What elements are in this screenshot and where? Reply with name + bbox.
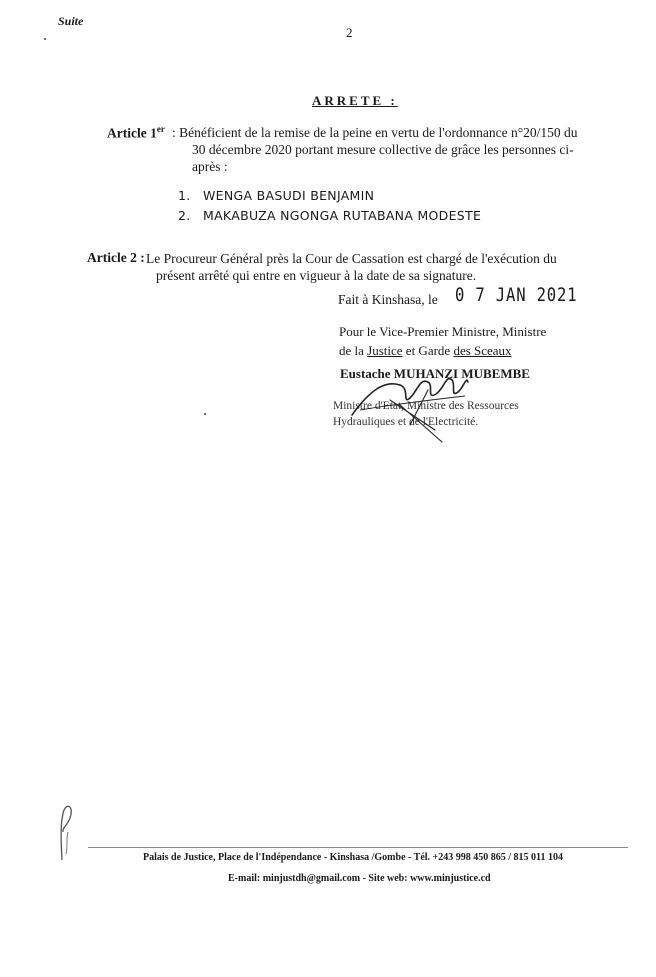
behalf-justice: Justice: [367, 343, 403, 358]
article-2-text: [146, 250, 606, 284]
beneficiary-name: MAKABUZA NGONGA RUTABANA MODESTE: [203, 208, 482, 223]
article-2-label: Article 2 :: [87, 250, 145, 265]
suite-label: Suite: [58, 14, 84, 28]
article-1-line-2: 30 décembre 2020 portant mesure collective de grâce les personnes ci-: [192, 142, 574, 157]
behalf-line-1: Pour le Vice-Premier Ministre, Ministre: [339, 324, 547, 339]
footer-contact: E-mail: minjustdh@gmail.com - Site web: www.minjustice.cd: [228, 873, 491, 884]
article-1-text: [172, 124, 607, 175]
margin-pen-mark: [56, 802, 78, 864]
article-1-line-3: après :: [192, 159, 228, 174]
signer-title-line-1: Ministre d'Etat, Ministre des Ressources: [333, 400, 519, 412]
on-behalf-of: [339, 322, 546, 360]
decree-title: ARRETE :: [312, 93, 398, 108]
article-2-line-2: présent arrêté qui entre en vigueur à la date de sa signature.: [156, 268, 477, 283]
scan-speck: [44, 38, 46, 40]
list-item: [178, 186, 481, 206]
behalf-line-2a: de la: [339, 343, 368, 358]
place-of-signing: Fait à Kinshasa, le: [338, 292, 438, 307]
article-1-line-1: : Bénéficient de la remise de la peine en vertu de l'ordonnance n°20/150 du: [172, 125, 578, 140]
footer-address: Palais de Justice, Place de l'Indépendance - Kinshasa /Gombe - Tél. +243 998 450 865 / 815 011 104: [143, 852, 563, 863]
article-1-label: Article 1er: [107, 124, 165, 141]
list-number: 1.: [178, 188, 191, 203]
page-number: 2: [346, 25, 353, 40]
scan-speck: [204, 413, 206, 415]
beneficiary-list: [178, 186, 481, 226]
article-2-line-1: Le Procureur Général près la Cour de Cassation est chargé de l'exécution du: [146, 251, 557, 266]
date-stamp: 0 7 JAN 2021: [455, 284, 578, 306]
list-number: 2.: [178, 208, 191, 223]
behalf-seals: des Sceaux: [453, 343, 512, 358]
beneficiary-name: WENGA BASUDI BENJAMIN: [203, 188, 375, 203]
behalf-line-2b: et Garde: [402, 343, 454, 358]
list-item: [178, 206, 481, 226]
signer-title-line-2: Hydrauliques et de l'Electricité.: [333, 416, 479, 428]
signer-name: Eustache MUHANZI MUBEMBE: [340, 366, 530, 381]
handwritten-signature: [340, 360, 480, 450]
footer-rule: [88, 847, 628, 848]
